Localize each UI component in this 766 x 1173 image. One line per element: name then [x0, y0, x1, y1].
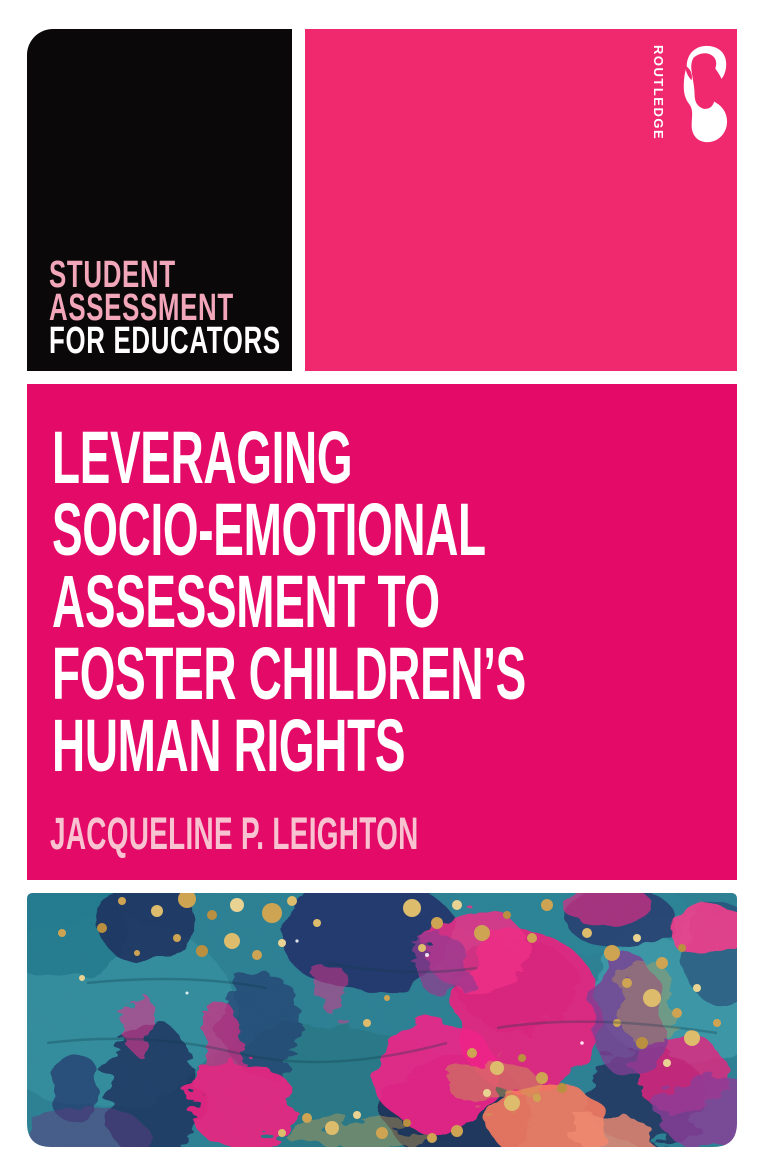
series-badge-panel [27, 29, 292, 371]
author-name: JACQUELINE P. LEIGHTON [50, 808, 419, 859]
series-line-1: STUDENT [49, 254, 176, 296]
abstract-painting-artwork [27, 893, 737, 1147]
title-panel [27, 384, 737, 880]
routledge-head-profile-r-icon [672, 42, 729, 146]
book-title [52, 416, 766, 787]
title-line: LEVERAGING [52, 416, 353, 499]
publisher-logo [651, 42, 729, 148]
series-line-2: ASSESSMENT [49, 287, 234, 329]
title-line: ASSESSMENT TO [52, 560, 440, 643]
title-line: SOCIO-EMOTIONAL [52, 488, 486, 571]
abstract-painting [27, 893, 737, 1147]
publisher-panel [305, 29, 737, 371]
publisher-name: ROUTLEDGE [651, 45, 666, 141]
title-line: FOSTER CHILDREN’S [52, 632, 526, 715]
series-line-3: FOR EDUCATORS [49, 320, 281, 362]
title-line: HUMAN RIGHTS [52, 704, 406, 787]
